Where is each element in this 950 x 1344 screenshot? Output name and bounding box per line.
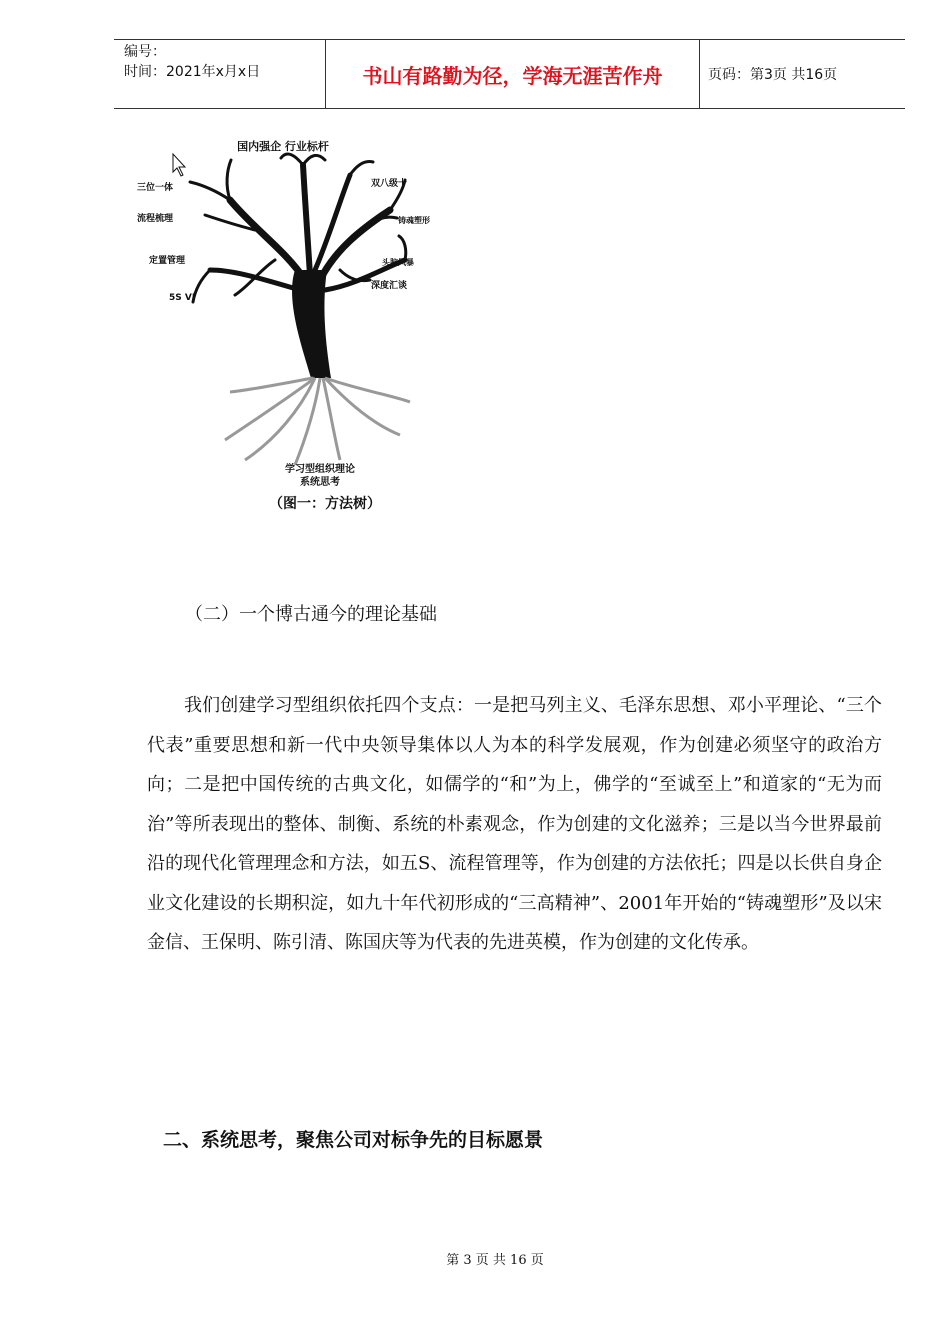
tree-trunk — [292, 270, 331, 378]
tree-title: 国内强企 行业标杆 — [237, 140, 329, 153]
label-tounaofengbao: 头脑风暴 — [382, 258, 414, 267]
header-meta — [114, 40, 326, 108]
time-label: 时间：2021年x月x日 — [124, 64, 261, 80]
label-dingzhiguanli: 定置管理 — [149, 256, 186, 266]
root-label-1: 学习型组织理论 — [285, 464, 355, 475]
mouse-cursor-icon — [173, 154, 185, 176]
serial-label: 编号： — [124, 44, 166, 60]
page-footer: 第 3 页 共 16 页 — [446, 1253, 544, 1268]
body-paragraph-container — [147, 686, 882, 963]
root-label-2: 系统思考 — [300, 477, 340, 488]
label-shuangbajishi: 双八级十 — [370, 179, 407, 189]
section-subheading: （二）一个博古通今的理论基础 — [185, 604, 437, 625]
method-tree-figure — [135, 120, 430, 520]
label-zhuhunsuxing: 铸魂塑形 — [398, 216, 430, 225]
figure-caption: （图一：方法树） — [269, 496, 381, 512]
header-slogan: 书山有路勤为径，学海无涯苦作舟 — [326, 40, 700, 108]
header-page-info: 页码：第3页 共16页 — [708, 67, 838, 83]
label-sanweiyiti: 三位一体 — [137, 183, 174, 193]
body-paragraph: 我们创建学习型组织依托四个支点：一是把马列主义、毛泽东思想、邓小平理论、“三个代表”重要思想和新一代中央领导集体以人为本的科学发展观，作为创建必须坚守的政治方向；二是把中国传统的古典文化，如儒学的“和”为上，佛学的“至诚至上”和道家的“无为而治”等所表现出的整体、制衡、系统的朴素观念，作为创建的文化滋养；三是以当今世界最前沿的现代化管理理念和方法，如五S、流程管理等，作为创建的方法依托；四是以长供自身企业文化建设的长期积淀，如九十年代初形成的“三高精神”、2001年开始的“铸魂塑形”及以宋金信、王保明、陈引清、陈国庆等为代表的先进英模，作为创建的文化传承。 — [147, 695, 882, 953]
label-liuchengshuli: 流程梳理 — [137, 214, 174, 224]
page-header — [114, 39, 905, 109]
label-5s-vi: 5S VI — [169, 293, 196, 303]
label-shenduhuitan: 深度汇谈 — [371, 281, 408, 291]
tree-roots — [225, 378, 410, 465]
section-heading: 二、系统思考，聚焦公司对标争先的目标愿景 — [163, 1129, 544, 1151]
